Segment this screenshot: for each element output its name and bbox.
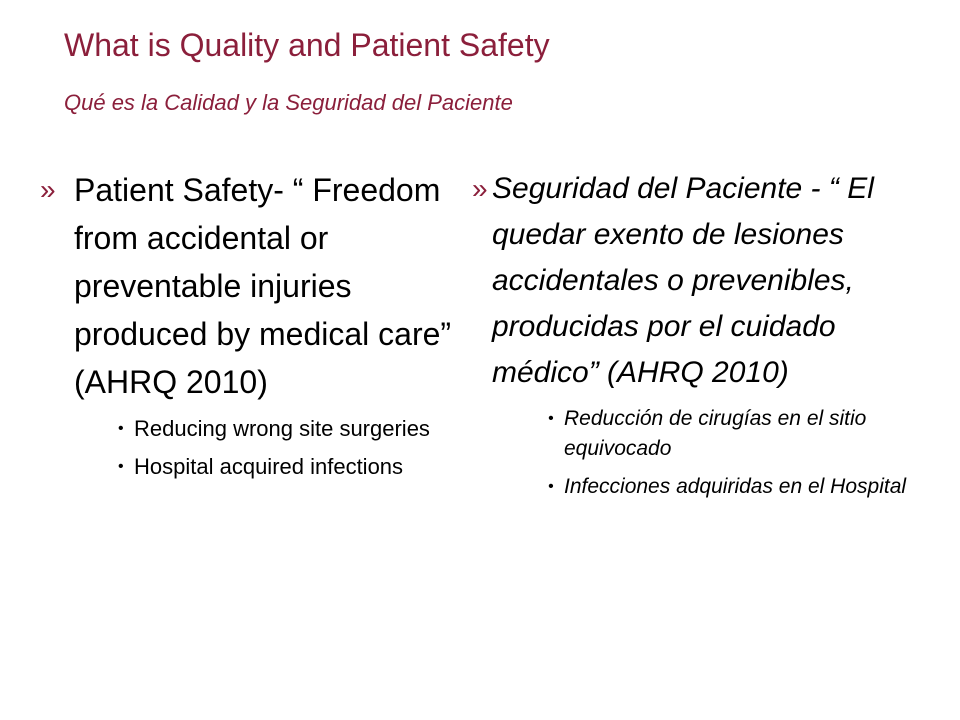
sub-bullet-text: Infecciones adquiridas en el Hospital: [564, 475, 907, 498]
spanish-sub-bullets: [492, 404, 932, 502]
spanish-main-point: [472, 166, 932, 396]
list-item: [118, 414, 454, 444]
bullet-icon: •: [548, 410, 554, 427]
bullet-icon: •: [118, 458, 124, 475]
list-item: [548, 404, 932, 464]
spanish-main-text: Seguridad del Paciente - “ El quedar exento de lesiones accidentales o prevenibles, producidas por el cuidado médico” (AHRQ 2010): [492, 172, 874, 389]
sub-bullet-text: Reducing wrong site surgeries: [134, 416, 430, 441]
english-main-point: [40, 166, 454, 406]
sub-bullet-text: Reducción de cirugías en el sitio equivocado: [564, 407, 867, 460]
english-column: [40, 166, 454, 490]
list-item: [548, 472, 932, 502]
spanish-column: [472, 166, 932, 510]
chevron-marker-icon: »: [472, 173, 488, 204]
slide-title: What is Quality and Patient Safety: [64, 27, 550, 63]
sub-bullet-text: Hospital acquired infections: [134, 454, 404, 479]
chevron-marker-icon: »: [40, 174, 56, 205]
bullet-icon: •: [548, 478, 554, 495]
list-item: [118, 452, 454, 482]
english-sub-bullets: [74, 414, 454, 482]
bullet-icon: •: [118, 420, 124, 437]
english-main-text: Patient Safety- “ Freedom from accidental or preventable injuries produced by medical care” (AHRQ 2010): [74, 172, 452, 400]
slide-subtitle: Qué es la Calidad y la Seguridad del Paciente: [64, 90, 513, 115]
